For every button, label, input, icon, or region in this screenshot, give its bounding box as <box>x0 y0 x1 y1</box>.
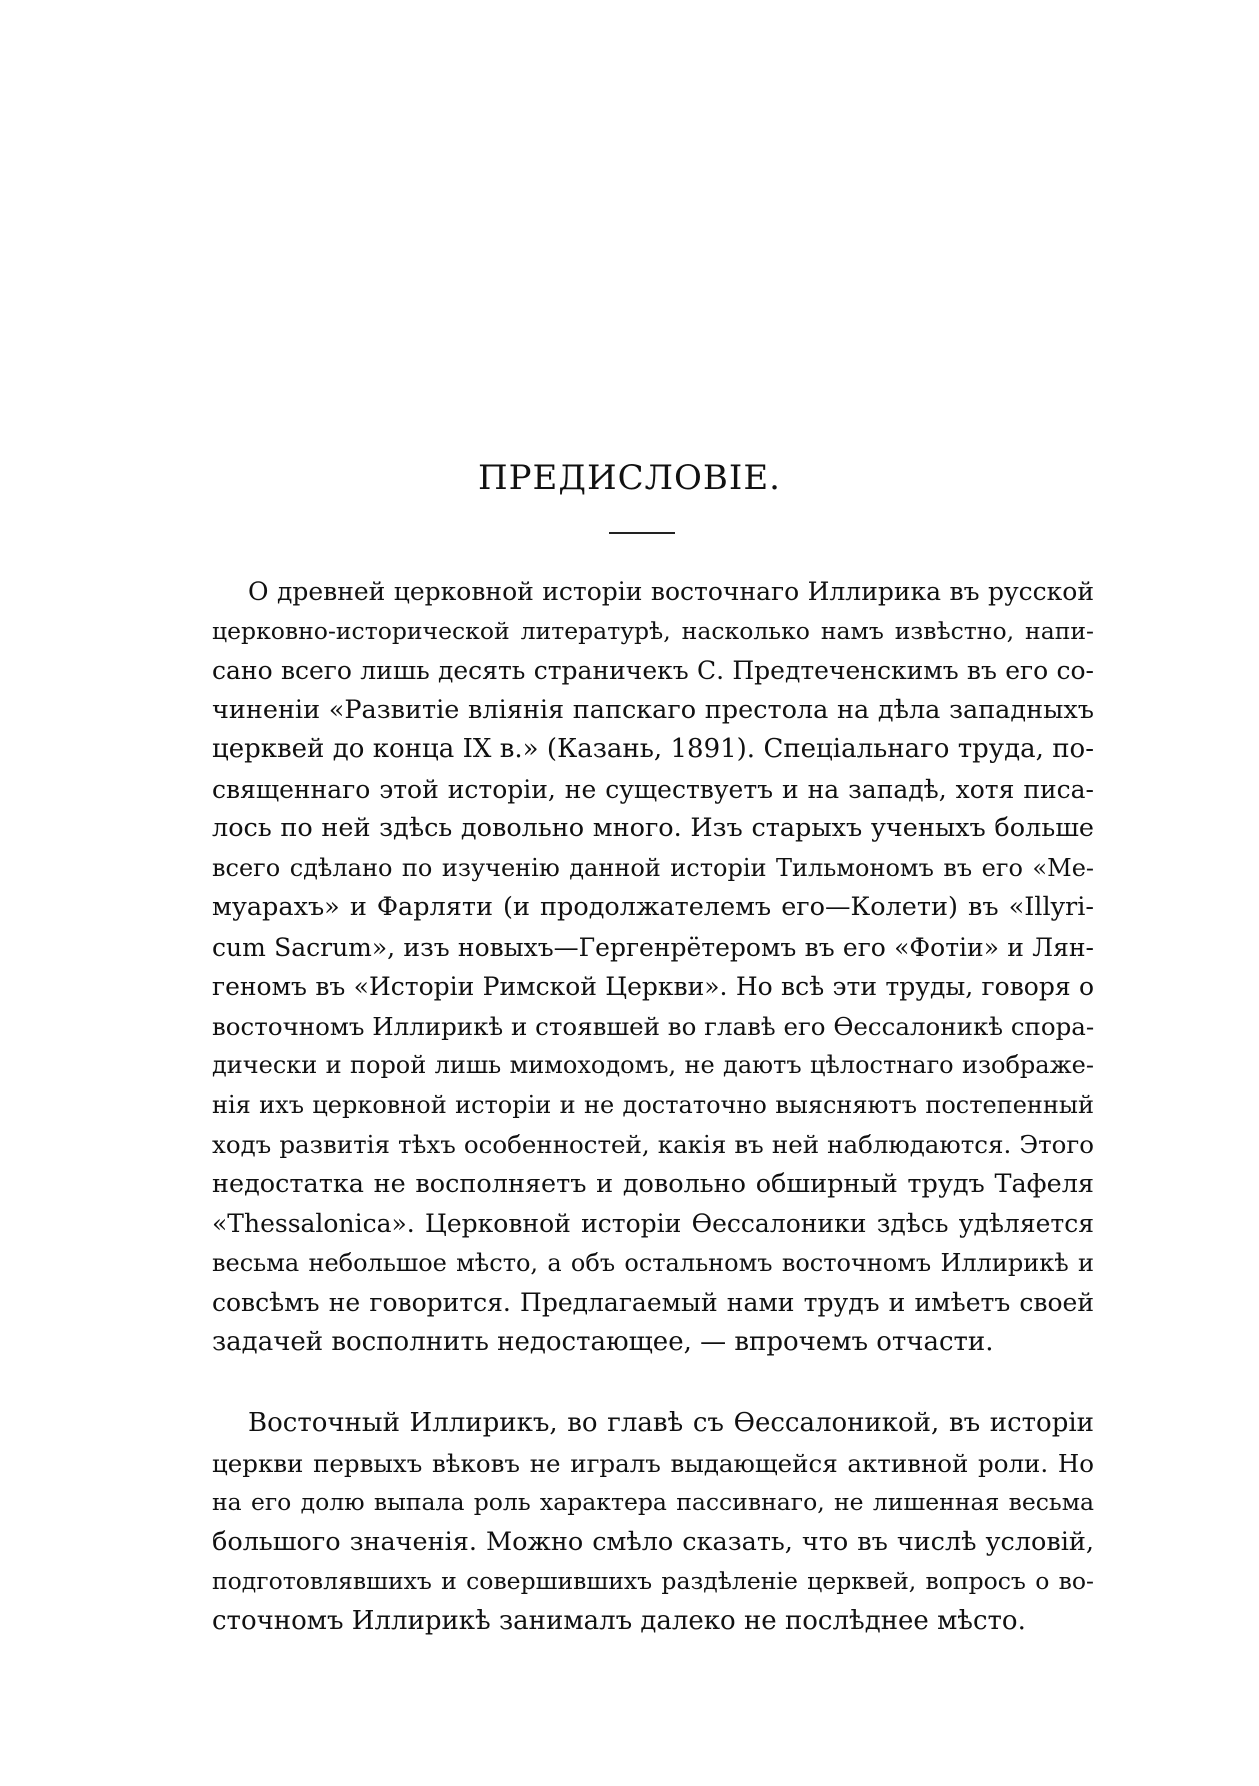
paragraph-line: «Thessalonica». Церковной исторіи Ѳессалоники здѣсь удѣляется <box>212 1209 1094 1238</box>
paragraph-line: О древней церковной исторіи восточнаго Иллирика въ русской <box>248 577 1094 606</box>
paragraph-line: Восточный Иллирикъ, во главѣ съ Ѳессалоникой, въ исторіи <box>248 1408 1094 1438</box>
paragraph-line: восточномъ Иллирикѣ и стоявшей во главѣ его Ѳессалоникѣ спора- <box>212 1011 1095 1041</box>
paragraph-line: геномъ въ «Исторіи Римской Церкви». Но всѣ эти труды, говоря о <box>212 972 1094 1001</box>
paragraph-line: всего сдѣлано по изученію данной исторіи Тильмономъ въ его «Ме- <box>212 853 1094 882</box>
paragraph-line: сано всего лишь десять страничекъ С. Предтеченскимъ въ его со- <box>212 656 1094 685</box>
paragraph-line: недостатка не восполняетъ и довольно обширный трудъ Тафеля <box>212 1168 1094 1199</box>
paragraph-1 <box>212 572 1094 1362</box>
paragraph-line: муарахъ» и Фарляти (и продолжателемъ его—Колети) въ «Illyri- <box>212 892 1094 922</box>
paragraph-line: лось по ней здѣсь довольно много. Изъ старыхъ ученыхъ больше <box>212 813 1094 843</box>
title-rule <box>609 532 675 534</box>
paragraph-line: задачей восполнить недостающее, — впрочемъ отчасти. <box>212 1326 994 1357</box>
paragraph-line: церковно-исторической литературѣ, насколько намъ извѣстно, напи- <box>212 616 1094 645</box>
paragraph-line: нія ихъ церковной исторіи и не достаточно выясняютъ постепенный <box>212 1090 1094 1119</box>
paragraph-line: церквей до конца IX в.» (Казань, 1891). Спеціальнаго труда, по- <box>212 734 1094 764</box>
paragraph-line: на его долю выпала роль характера пассивнаго, не лишенная весьма <box>212 1488 1094 1516</box>
paragraph-line: весьма небольшое мѣсто, а объ остальномъ восточномъ Иллирикѣ и <box>212 1248 1094 1277</box>
paragraph-line: дически и порой лишь мимоходомъ, не даютъ цѣлостнаго изображе- <box>212 1051 1094 1079</box>
paragraph-line: церкви первыхъ вѣковъ не игралъ выдающейся активной роли. Но <box>212 1448 1094 1478</box>
paragraph-line: совсѣмъ не говорится. Предлагаемый нами трудъ и имѣетъ своей <box>212 1288 1094 1317</box>
page-title: ПРЕДИСЛОВІЕ. <box>478 458 781 498</box>
paragraph-line: священнаго этой исторіи, не существуетъ и на западѣ, хотя писа- <box>212 774 1094 804</box>
paragraph-line: cum Sacrum», изъ новыхъ—Гергенрётеромъ въ его «Фотіи» и Лян- <box>212 932 1094 962</box>
paragraph-line: сточномъ Иллирикѣ занималъ далеко не послѣднее мѣсто. <box>212 1605 1026 1636</box>
paragraph-2 <box>212 1404 1094 1641</box>
paragraph-line: подготовлявшихъ и совершившихъ раздѣленіе церквей, вопросъ о во- <box>212 1567 1094 1595</box>
paragraph-line: ходъ развитія тѣхъ особенностей, какія въ ней наблюдаются. Этого <box>212 1130 1094 1159</box>
paragraph-line: чиненіи «Развитіе вліянія папскаго престола на дѣла западныхъ <box>212 694 1094 725</box>
paragraph-line: большого значенія. Можно смѣло сказать, что въ числѣ условій, <box>212 1526 1094 1557</box>
